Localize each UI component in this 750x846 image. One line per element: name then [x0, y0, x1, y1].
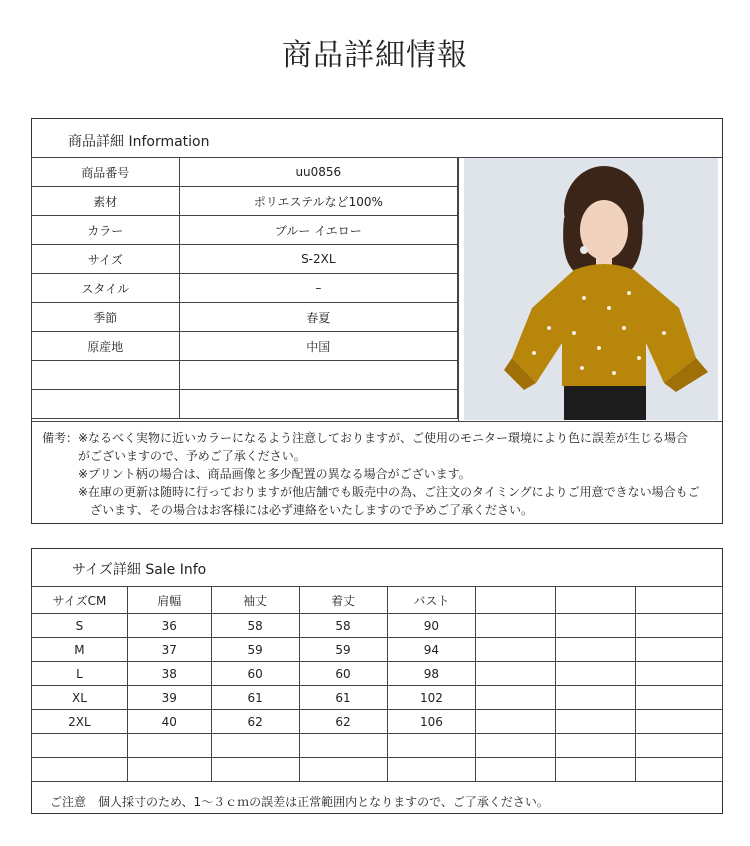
detail-value	[179, 390, 457, 419]
size-cell	[476, 758, 556, 782]
detail-label: 原産地	[32, 332, 180, 361]
detail-value: uu0856	[179, 158, 457, 187]
detail-label	[32, 390, 180, 419]
detail-value	[179, 361, 457, 390]
size-cell	[636, 758, 723, 782]
detail-value: 春夏	[179, 303, 457, 332]
size-row	[32, 758, 723, 782]
size-cell: 98	[387, 662, 476, 686]
size-cell	[556, 710, 636, 734]
detail-header: 商品詳細 Information	[68, 134, 210, 150]
size-cell	[476, 662, 556, 686]
size-cell	[556, 758, 636, 782]
size-cell	[476, 638, 556, 662]
size-footnote: ご注意 個人採寸のため、1～３ｃｍの誤差は正常範囲内となりますので、ご了承ください。	[50, 795, 549, 809]
size-cell: 106	[387, 710, 476, 734]
size-cell	[556, 638, 636, 662]
size-column-header: 袖丈	[211, 587, 299, 614]
model-illustration	[464, 158, 718, 420]
detail-table	[31, 157, 458, 419]
size-cell: 90	[387, 614, 476, 638]
detail-value: ブルー イエロー	[179, 216, 457, 245]
size-cell: M	[32, 638, 128, 662]
size-column-header: 肩幅	[127, 587, 211, 614]
size-column-header: サイズCM	[32, 587, 128, 614]
size-cell: 2XL	[32, 710, 128, 734]
detail-label: カラー	[32, 216, 180, 245]
size-row	[32, 662, 723, 686]
page-title: 商品詳細情報	[282, 38, 468, 73]
product-photo	[464, 158, 718, 420]
size-cell	[387, 758, 476, 782]
detail-row	[32, 245, 458, 274]
detail-value: ポリエステルなど100%	[179, 187, 457, 216]
size-cell: 61	[299, 686, 387, 710]
size-cell: 94	[387, 638, 476, 662]
size-column-header	[636, 587, 723, 614]
size-row	[32, 686, 723, 710]
size-cell: 37	[127, 638, 211, 662]
size-cell: L	[32, 662, 128, 686]
size-cell	[299, 734, 387, 758]
detail-row	[32, 187, 458, 216]
size-header: サイズ詳細 Sale Info	[72, 562, 207, 578]
detail-row	[32, 390, 458, 419]
size-cell: 58	[299, 614, 387, 638]
detail-label: 商品番号	[32, 158, 180, 187]
size-cell: S	[32, 614, 128, 638]
note-line: ※在庫の更新は随時に行っておりますが他店舗でも販売中の為、ご注文のタイミングによりご用意できない場合もご	[42, 485, 700, 499]
size-cell: 39	[127, 686, 211, 710]
note-line: ざいます、その場合はお客様には必ず連絡をいたしますので予めご了承ください。	[42, 503, 534, 517]
size-cell: 62	[299, 710, 387, 734]
note-line: ※プリント柄の場合は、商品画像と多少配置の異なる場合がございます。	[42, 467, 471, 481]
detail-row	[32, 274, 458, 303]
size-cell: 59	[299, 638, 387, 662]
detail-label: 季節	[32, 303, 180, 332]
size-column-header: 着丈	[299, 587, 387, 614]
size-cell	[211, 734, 299, 758]
size-cell: 36	[127, 614, 211, 638]
size-cell	[299, 758, 387, 782]
size-cell: 38	[127, 662, 211, 686]
size-cell	[476, 686, 556, 710]
detail-row	[32, 303, 458, 332]
size-cell	[556, 662, 636, 686]
size-table	[31, 586, 723, 782]
size-cell	[636, 638, 723, 662]
size-cell	[556, 614, 636, 638]
note-line: 備考：※なるべく実物に近いカラーになるよう注意しておりますが、ご使用のモニター環境により色に誤差が生じる場合	[42, 431, 689, 445]
size-cell: 61	[211, 686, 299, 710]
size-cell: 60	[299, 662, 387, 686]
size-cell	[556, 686, 636, 710]
detail-row	[32, 361, 458, 390]
size-row	[32, 710, 723, 734]
size-cell	[32, 734, 128, 758]
size-cell	[32, 758, 128, 782]
size-cell: 59	[211, 638, 299, 662]
size-row	[32, 734, 723, 758]
size-cell	[636, 614, 723, 638]
size-cell	[636, 686, 723, 710]
size-cell: 102	[387, 686, 476, 710]
size-cell: 60	[211, 662, 299, 686]
detail-label: サイズ	[32, 245, 180, 274]
size-row	[32, 614, 723, 638]
size-column-header: バスト	[387, 587, 476, 614]
detail-label	[32, 361, 180, 390]
detail-label: 素材	[32, 187, 180, 216]
size-cell	[476, 734, 556, 758]
size-cell	[636, 710, 723, 734]
size-cell	[476, 614, 556, 638]
size-cell	[636, 734, 723, 758]
size-cell	[476, 710, 556, 734]
detail-label: スタイル	[32, 274, 180, 303]
detail-row	[32, 332, 458, 361]
size-cell	[556, 734, 636, 758]
size-cell	[211, 758, 299, 782]
size-column-header	[556, 587, 636, 614]
detail-row	[32, 158, 458, 187]
detail-value: –	[179, 274, 457, 303]
size-row	[32, 638, 723, 662]
size-cell	[127, 758, 211, 782]
notes	[42, 429, 712, 519]
size-cell: 58	[211, 614, 299, 638]
size-cell	[636, 662, 723, 686]
detail-value: 中国	[179, 332, 457, 361]
detail-row	[32, 216, 458, 245]
note-line: がございますので、予めご了承ください。	[42, 449, 306, 463]
detail-value: S-2XL	[179, 245, 457, 274]
size-cell: XL	[32, 686, 128, 710]
size-cell: 62	[211, 710, 299, 734]
size-cell	[387, 734, 476, 758]
size-column-header	[476, 587, 556, 614]
size-cell	[127, 734, 211, 758]
size-cell: 40	[127, 710, 211, 734]
